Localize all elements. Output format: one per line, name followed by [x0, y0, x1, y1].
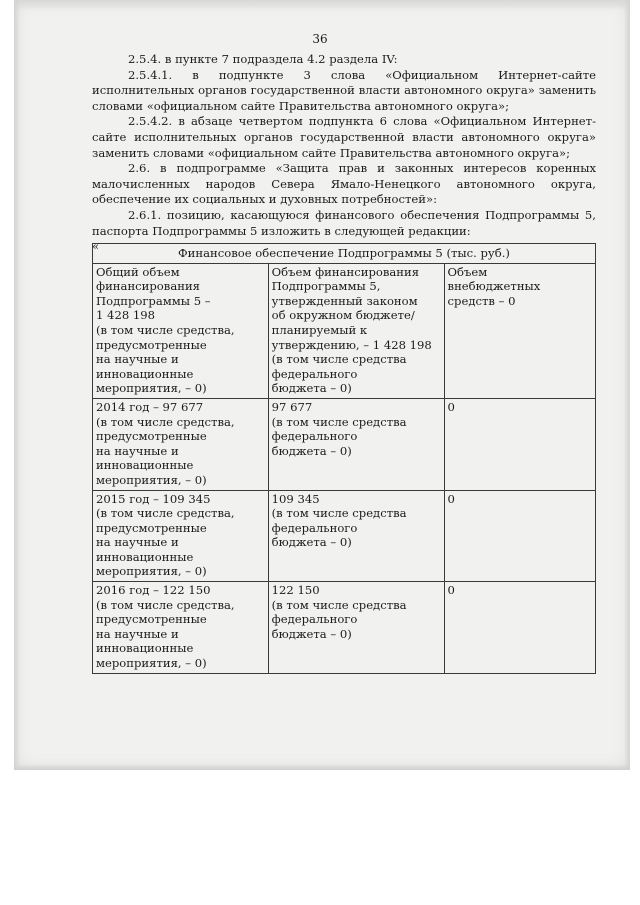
cell-line: финансирования [96, 279, 200, 294]
cell-line: бюджета – 0) [271, 626, 352, 641]
table-body [93, 263, 596, 673]
cell-line: мероприятия, – 0) [96, 472, 207, 487]
cell-line: федерального [271, 366, 358, 381]
cell-line: Подпрограммы 5, [271, 279, 381, 294]
paragraph: 2.5.4.2. в абзаце четвертом подпункта 6 слова «Официальном Интернет-сайте исполнительных органов государственной власти автономного округа» заменить словами «официальном сайте Правительства автономного округа»; [92, 114, 596, 160]
cell-line: федерального [271, 429, 358, 444]
cell-line: бюджета – 0) [271, 381, 352, 396]
cell-line: (в том числе средства, [96, 597, 235, 612]
cell-line: инновационные [96, 641, 194, 656]
paragraph: 2.6. в подпрограмме «Защита прав и законных интересов коренных малочисленных народов Севера Ямало-Ненецкого автономного округа, обеспечение их социальных и духовных потребностей»: [92, 161, 596, 207]
scan-shadow-left [14, 0, 20, 770]
table-cell [93, 398, 269, 490]
cell-line: (в том числе средства [271, 597, 407, 612]
cell-line: (в том числе средства, [96, 322, 235, 337]
cell-line: Объем [447, 264, 488, 279]
cell-line: утвержденный законом [271, 293, 418, 308]
table-cell [268, 398, 444, 490]
cell-line: 122 150 [271, 583, 320, 598]
table-header: Финансовое обеспечение Подпрограммы 5 (тыс. руб.) [93, 244, 596, 264]
cell-line: внебюджетных [447, 279, 541, 294]
table-header-row [93, 244, 596, 264]
table-cell [93, 490, 269, 582]
table-cell [93, 263, 269, 398]
cell-line: 0 [447, 583, 455, 598]
paragraph: « [92, 239, 100, 254]
table-cell [268, 263, 444, 398]
table-cell [93, 582, 269, 674]
table-cell [268, 490, 444, 582]
cell-line: мероприятия, – 0) [96, 564, 207, 579]
cell-line: (в том числе средства [271, 352, 407, 367]
cell-line: мероприятия, – 0) [96, 381, 207, 396]
cell-line: на научные и [96, 352, 179, 367]
cell-line: бюджета – 0) [271, 535, 352, 550]
cell-line: инновационные [96, 549, 194, 564]
cell-line: предусмотренные [96, 429, 207, 444]
cell-line: 2014 год – 97 677 [96, 399, 204, 414]
cell-line: Подпрограммы 5 – [96, 293, 211, 308]
table-cell [268, 582, 444, 674]
scan-shadow-right [624, 0, 630, 770]
cell-line: 97 677 [271, 399, 313, 414]
paragraph: 2.6.1. позицию, касающуюся финансового обеспечения Подпрограммы 5, паспорта Подпрограммы 5 изложить в следующей редакции: [92, 207, 596, 238]
cell-line: об окружном бюджете/ [271, 308, 415, 323]
table-cell [444, 582, 595, 674]
document-body [92, 52, 596, 255]
financing-table [92, 243, 596, 674]
cell-line: (в том числе средства, [96, 414, 235, 429]
cell-line: на научные и [96, 443, 179, 458]
cell-line: бюджета – 0) [271, 443, 352, 458]
cell-line: утверждению, – 1 428 198 [271, 337, 432, 352]
table-cell [444, 398, 595, 490]
table-row [93, 398, 596, 490]
page-number: 36 [312, 32, 328, 46]
cell-line: на научные и [96, 535, 179, 550]
cell-line: предусмотренные [96, 337, 207, 352]
table-row [93, 582, 596, 674]
cell-line: 109 345 [271, 491, 320, 506]
cell-line: 0 [447, 491, 455, 506]
cell-line: планируемый к [271, 322, 368, 337]
paragraph: 2.5.4.1. в подпункте 3 слова «Официальном Интернет-сайте исполнительных органов государственной власти автономного округа» заменить словами «официальном сайте Правительства автономного округа»; [92, 67, 596, 113]
cell-line: на научные и [96, 626, 179, 641]
cell-line: (в том числе средства [271, 414, 407, 429]
scan-shadow-top [14, 0, 630, 10]
table-row [93, 263, 596, 398]
table-cell [444, 490, 595, 582]
cell-line: предусмотренные [96, 612, 207, 627]
cell-line: средств – 0 [447, 293, 516, 308]
cell-line: федерального [271, 612, 358, 627]
cell-line: инновационные [96, 458, 194, 473]
paragraph: 2.5.4. в пункте 7 подраздела 4.2 раздела IV: [128, 52, 398, 66]
cell-line: предусмотренные [96, 520, 207, 535]
cell-line: (в том числе средства, [96, 506, 235, 521]
cell-line: Общий объем [96, 264, 180, 279]
cell-line: Объем финансирования [271, 264, 420, 279]
cell-line: 0 [447, 399, 455, 414]
cell-line: инновационные [96, 366, 194, 381]
table-cell [444, 263, 595, 398]
scan-shadow-bottom [14, 764, 630, 770]
table-row [93, 490, 596, 582]
cell-line: федерального [271, 520, 358, 535]
cell-line: мероприятия, – 0) [96, 656, 207, 671]
cell-line: (в том числе средства [271, 506, 407, 521]
cell-line: 2016 год – 122 150 [96, 583, 211, 598]
cell-line: 1 428 198 [96, 308, 156, 323]
cell-line: 2015 год – 109 345 [96, 491, 211, 506]
